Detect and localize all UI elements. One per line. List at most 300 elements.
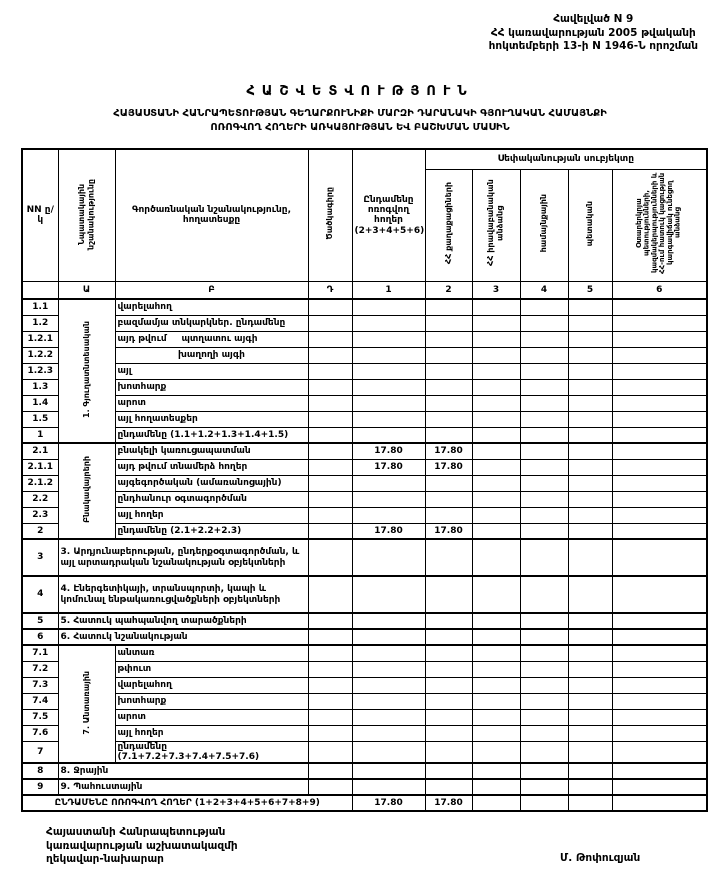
table-row (22, 363, 707, 379)
row-label: թփուտ (115, 661, 308, 677)
value-cell (568, 491, 612, 507)
table-row (22, 795, 707, 811)
value-cell (520, 645, 568, 661)
value-cell (520, 693, 568, 709)
code-cell (308, 363, 352, 379)
row-number: 8 (22, 763, 58, 779)
letter-cell: 5 (568, 281, 612, 299)
value-cell (520, 459, 568, 475)
value-cell (472, 763, 520, 779)
row-label: ընդամենը (2.1+2.2+2.3) (115, 523, 308, 539)
value-cell (352, 363, 425, 379)
table-row (22, 299, 707, 315)
table-row (22, 741, 707, 763)
value-cell (612, 613, 707, 629)
value-cell (520, 779, 568, 795)
row-label: 4. Էներգետիկայի, տրանսպորտի, կապի և կոմունալ ենթակառուցվածքների օբյեկտների (58, 576, 308, 613)
value-cell (612, 379, 707, 395)
value-cell (472, 795, 520, 811)
value-cell (352, 741, 425, 763)
signatory-line: կառավարության աշխատակազմի (46, 839, 238, 852)
value-cell (612, 576, 707, 613)
value-cell (612, 763, 707, 779)
value-cell (352, 763, 425, 779)
value-cell: 17.80 (425, 443, 472, 459)
row-label: արոտ (115, 395, 308, 411)
row-label: անտառ (115, 645, 308, 661)
value-cell (425, 763, 472, 779)
letter-cell: Ա (58, 281, 115, 299)
col-header-purpose: Նպատակային նշանակությունը (58, 149, 115, 281)
signature-name: Մ. Թոփուզյան (560, 852, 641, 864)
table-row (22, 395, 707, 411)
col-header-nn: NN ը/կ (22, 149, 58, 281)
group-label: Բնակավայրերի (58, 443, 115, 539)
value-cell (568, 741, 612, 763)
letter-cell: 3 (472, 281, 520, 299)
value-cell (425, 779, 472, 795)
code-cell (308, 443, 352, 459)
code-cell (308, 576, 352, 613)
letter-cell: 1 (352, 281, 425, 299)
value-cell (425, 677, 472, 693)
value-cell (352, 379, 425, 395)
value-cell (425, 539, 472, 576)
value-cell (425, 709, 472, 725)
code-cell (308, 315, 352, 331)
value-cell (425, 741, 472, 763)
value-cell (425, 613, 472, 629)
row-label: ընդամենը (7.1+7.2+7.3+7.4+7.5+7.6) (115, 741, 308, 763)
value-cell (352, 539, 425, 576)
value-cell (568, 613, 612, 629)
group-label: 1. Գյուղատնտեսական (58, 299, 115, 443)
table-row (22, 629, 707, 645)
value-cell (472, 677, 520, 693)
value-cell (472, 315, 520, 331)
code-cell (308, 709, 352, 725)
value-cell (472, 363, 520, 379)
value-cell (352, 613, 425, 629)
value-cell (568, 459, 612, 475)
row-label: այգեգործական (ամառանոցային) (115, 475, 308, 491)
row-number: 7 (22, 741, 58, 763)
value-cell (472, 411, 520, 427)
value-cell (568, 795, 612, 811)
col-header-citizens: ՀՀ քաղաքացիների (425, 169, 472, 281)
value-cell (472, 395, 520, 411)
value-cell (425, 315, 472, 331)
value-cell (568, 645, 612, 661)
value-cell (352, 725, 425, 741)
row-label: 9. Պահուստային (58, 779, 308, 795)
value-cell (352, 411, 425, 427)
code-cell (308, 645, 352, 661)
letter-cell: Դ (308, 281, 352, 299)
value-cell (568, 411, 612, 427)
value-cell (425, 576, 472, 613)
signatory-line: ղեկավար-նախարար (46, 853, 164, 866)
header-row-letters (22, 281, 707, 299)
code-cell (308, 459, 352, 475)
value-cell (568, 363, 612, 379)
row-number: 1.2.3 (22, 363, 58, 379)
row-label: վարելահող (115, 677, 308, 693)
code-cell (308, 475, 352, 491)
row-number: 2.2 (22, 491, 58, 507)
row-label: վարելահող (115, 299, 308, 315)
value-cell (520, 507, 568, 523)
row-number: 7.4 (22, 693, 58, 709)
value-cell (612, 779, 707, 795)
row-label: խոտհարք (115, 693, 308, 709)
value-cell (520, 443, 568, 459)
value-cell: 17.80 (425, 795, 472, 811)
value-cell (520, 741, 568, 763)
value-cell (472, 576, 520, 613)
code-cell (308, 379, 352, 395)
page-subtitle (10, 107, 710, 134)
col-header-functional: Գործառնական նշանակությունը, հողատեսքը (115, 149, 308, 281)
annex-line: Հավելված N 9 (553, 13, 634, 25)
value-cell (520, 709, 568, 725)
value-cell (520, 795, 568, 811)
value-cell (352, 299, 425, 315)
value-cell (352, 475, 425, 491)
signatory-line: Հայաստանի Հանրապետության (46, 826, 226, 838)
value-cell (612, 645, 707, 661)
value-cell (472, 459, 520, 475)
letter-cell: 6 (612, 281, 707, 299)
row-label: այլ հողատեսքեր (115, 411, 308, 427)
code-cell (308, 347, 352, 363)
value-cell (472, 613, 520, 629)
row-number: 7.2 (22, 661, 58, 677)
code-cell (308, 693, 352, 709)
value-cell (472, 299, 520, 315)
value-cell (472, 661, 520, 677)
annex-line: ՀՀ կառավարության 2005 թվականի (490, 26, 696, 39)
value-cell (520, 411, 568, 427)
row-label: 6. Հատուկ նշանակության (58, 629, 308, 645)
report-table (21, 148, 708, 812)
row-label: արոտ (115, 709, 308, 725)
value-cell (612, 459, 707, 475)
value-cell (568, 539, 612, 576)
value-cell (568, 331, 612, 347)
value-cell (568, 725, 612, 741)
value-cell (568, 629, 612, 645)
value-cell (612, 629, 707, 645)
value-cell (612, 427, 707, 443)
row-label: 8. Ջրային (58, 763, 308, 779)
code-cell (308, 427, 352, 443)
signatory-title (46, 826, 238, 867)
col-header-ownership: Սեփականության սուբյեկտը (425, 149, 707, 169)
row-number: 2.3 (22, 507, 58, 523)
col-header-code: Ծածկագիրը (308, 149, 352, 281)
value-cell: 17.80 (425, 523, 472, 539)
value-cell (425, 379, 472, 395)
row-number: 7.5 (22, 709, 58, 725)
value-cell (352, 507, 425, 523)
col-header-total: Ընդամենը ոռոգվող հողեր (2+3+4+5+6) (352, 149, 425, 281)
row-label: 3. Արդյունաբերության, ընդերքօգտագործման, և այլ արտադրական նշանակության օբյեկտների (58, 539, 308, 576)
row-label: խաղողի այգի (115, 347, 308, 363)
code-cell (308, 661, 352, 677)
row-number: 6 (22, 629, 58, 645)
table-row (22, 613, 707, 629)
value-cell (568, 475, 612, 491)
code-cell (308, 507, 352, 523)
value-cell (568, 763, 612, 779)
value-cell (568, 347, 612, 363)
letter-cell (22, 281, 58, 299)
row-number: 1 (22, 427, 58, 443)
value-cell (568, 443, 612, 459)
value-cell (425, 475, 472, 491)
value-cell (425, 331, 472, 347)
value-cell (568, 427, 612, 443)
code-cell (308, 299, 352, 315)
value-cell (352, 645, 425, 661)
value-cell (568, 315, 612, 331)
value-cell (472, 693, 520, 709)
value-cell (352, 779, 425, 795)
value-cell (520, 379, 568, 395)
value-cell (520, 395, 568, 411)
code-cell (308, 539, 352, 576)
value-cell (612, 475, 707, 491)
value-cell (568, 709, 612, 725)
table-row (22, 507, 707, 523)
value-cell (472, 709, 520, 725)
row-number: 9 (22, 779, 58, 795)
page-title: ՀԱՇՎԵՏՎՈՒԹՅՈՒՆ (246, 84, 474, 99)
table-row (22, 779, 707, 795)
value-cell (568, 693, 612, 709)
value-cell (352, 709, 425, 725)
value-cell (520, 299, 568, 315)
row-number: 1.2.1 (22, 331, 58, 347)
value-cell (612, 395, 707, 411)
row-label: բնակելի կառուցապատման (115, 443, 308, 459)
value-cell (520, 347, 568, 363)
table-row (22, 411, 707, 427)
code-cell (308, 613, 352, 629)
header-row-top (22, 149, 707, 169)
code-cell (308, 523, 352, 539)
value-cell (520, 491, 568, 507)
value-cell (612, 677, 707, 693)
row-number: 7.3 (22, 677, 58, 693)
table-row (22, 459, 707, 475)
code-cell (308, 763, 352, 779)
value-cell (520, 677, 568, 693)
table-row (22, 427, 707, 443)
value-cell (568, 507, 612, 523)
row-label: ընդամենը (1.1+1.2+1.3+1.4+1.5) (115, 427, 308, 443)
value-cell (520, 613, 568, 629)
row-number: 3 (22, 539, 58, 576)
value-cell (472, 491, 520, 507)
row-number: 1.4 (22, 395, 58, 411)
value-cell (612, 347, 707, 363)
value-cell (352, 491, 425, 507)
table-row (22, 693, 707, 709)
value-cell (425, 411, 472, 427)
row-number: 2.1 (22, 443, 58, 459)
letter-cell: 4 (520, 281, 568, 299)
table-row (22, 523, 707, 539)
value-cell (612, 443, 707, 459)
value-cell (612, 539, 707, 576)
letter-cell: 2 (425, 281, 472, 299)
table-row (22, 491, 707, 507)
table-row (22, 475, 707, 491)
code-cell (308, 331, 352, 347)
value-cell (352, 331, 425, 347)
row-number: 2.1.1 (22, 459, 58, 475)
value-cell (612, 491, 707, 507)
value-cell (472, 539, 520, 576)
value-cell (425, 693, 472, 709)
report-table-body (22, 299, 707, 811)
row-label: այդ թվում տնամերձ հողեր (115, 459, 308, 475)
table-row (22, 443, 707, 459)
subtitle-line-1: ՀԱՅԱՍՏԱՆԻ ՀԱՆՐԱՊԵՏՈՒԹՅԱՆ ԳԵՂԱՐՔՈՒՆԻՔԻ ՄԱՐԶԻ ԴԱՐԱՆԱԿԻ ԳՅՈՒՂԱԿԱՆ ՀԱՄԱՅՆՔԻ (113, 108, 607, 119)
value-cell (568, 523, 612, 539)
value-cell (425, 725, 472, 741)
table-row (22, 725, 707, 741)
table-row (22, 677, 707, 693)
value-cell (472, 645, 520, 661)
value-cell (425, 507, 472, 523)
value-cell (612, 693, 707, 709)
col-header-foreign: Օտարերկրյա պետությունների, կազմակերպությունների և ՀՀ-ում հատուկ կացության կարգավիճակ ունեցող անձանց (612, 169, 707, 281)
value-cell (352, 427, 425, 443)
value-cell (352, 629, 425, 645)
value-cell (520, 661, 568, 677)
value-cell (520, 315, 568, 331)
letter-cell: Բ (115, 281, 308, 299)
value-cell (425, 395, 472, 411)
value-cell (520, 576, 568, 613)
value-cell (425, 299, 472, 315)
table-row (22, 347, 707, 363)
annex-line: հոկտեմբերի 13-ի N 1946-Ն որոշման (488, 40, 698, 53)
value-cell (352, 661, 425, 677)
row-label: խոտհարք (115, 379, 308, 395)
row-number: 2 (22, 523, 58, 539)
row-label: այդ թվում պտղատու այգի (115, 331, 308, 347)
value-cell (568, 379, 612, 395)
row-label: այլ հողեր (115, 725, 308, 741)
value-cell (568, 779, 612, 795)
table-row (22, 331, 707, 347)
value-cell (612, 507, 707, 523)
value-cell (425, 661, 472, 677)
value-cell (520, 427, 568, 443)
code-cell (308, 741, 352, 763)
value-cell (520, 629, 568, 645)
value-cell: 17.80 (425, 459, 472, 475)
value-cell (520, 363, 568, 379)
table-row (22, 661, 707, 677)
value-cell (352, 576, 425, 613)
value-cell (568, 677, 612, 693)
value-cell (352, 693, 425, 709)
value-cell (612, 363, 707, 379)
value-cell: 17.80 (352, 523, 425, 539)
value-cell (472, 427, 520, 443)
value-cell (472, 331, 520, 347)
value-cell (612, 661, 707, 677)
value-cell: 17.80 (352, 443, 425, 459)
value-cell (425, 491, 472, 507)
value-cell (568, 395, 612, 411)
subtitle-line-2: ՈՌՈԳՎՈՂ ՀՈՂԵՐԻ ԱՌԿԱՅՈՒԹՅԱՆ ԵՎ ԲԱՇԽՄԱՆ ՄԱՍԻՆ (210, 121, 510, 133)
value-cell (612, 709, 707, 725)
value-cell (425, 645, 472, 661)
row-number: 7.6 (22, 725, 58, 741)
value-cell (425, 427, 472, 443)
col-header-community: համայնքային (520, 169, 568, 281)
value-cell (472, 443, 520, 459)
value-cell (472, 523, 520, 539)
code-cell (308, 677, 352, 693)
row-number: 1.3 (22, 379, 58, 395)
value-cell (472, 725, 520, 741)
row-number: 4 (22, 576, 58, 613)
value-cell (352, 315, 425, 331)
col-header-legal-entities: ՀՀ իրավաբանական անձանց (472, 169, 520, 281)
value-cell (612, 725, 707, 741)
row-label: 5. Հատուկ պահպանվող տարածքների (58, 613, 308, 629)
row-label: բազմամյա տնկարկներ. ընդամենը (115, 315, 308, 331)
value-cell (612, 741, 707, 763)
table-row (22, 315, 707, 331)
table-row (22, 709, 707, 725)
value-cell: 17.80 (352, 795, 425, 811)
code-cell (308, 725, 352, 741)
value-cell (472, 629, 520, 645)
code-cell (308, 629, 352, 645)
value-cell (472, 741, 520, 763)
table-row (22, 539, 707, 576)
value-cell (520, 523, 568, 539)
value-cell (425, 629, 472, 645)
row-number: 1.2 (22, 315, 58, 331)
value-cell (612, 299, 707, 315)
value-cell (568, 576, 612, 613)
code-cell (308, 411, 352, 427)
value-cell (352, 347, 425, 363)
value-cell (612, 795, 707, 811)
value-cell (472, 507, 520, 523)
row-label: այլ (115, 363, 308, 379)
annex-reference (489, 13, 698, 54)
value-cell (520, 331, 568, 347)
value-cell (568, 299, 612, 315)
value-cell (568, 661, 612, 677)
value-cell (612, 411, 707, 427)
grand-total-label: ԸՆԴԱՄԵՆԸ ՈՌՈԳՎՈՂ ՀՈՂԵՐ (1+2+3+4+5+6+7+8+9) (22, 795, 352, 811)
group-label: 7. Անտառային (58, 645, 115, 763)
code-cell (308, 395, 352, 411)
value-cell (425, 363, 472, 379)
row-number: 1.2.2 (22, 347, 58, 363)
